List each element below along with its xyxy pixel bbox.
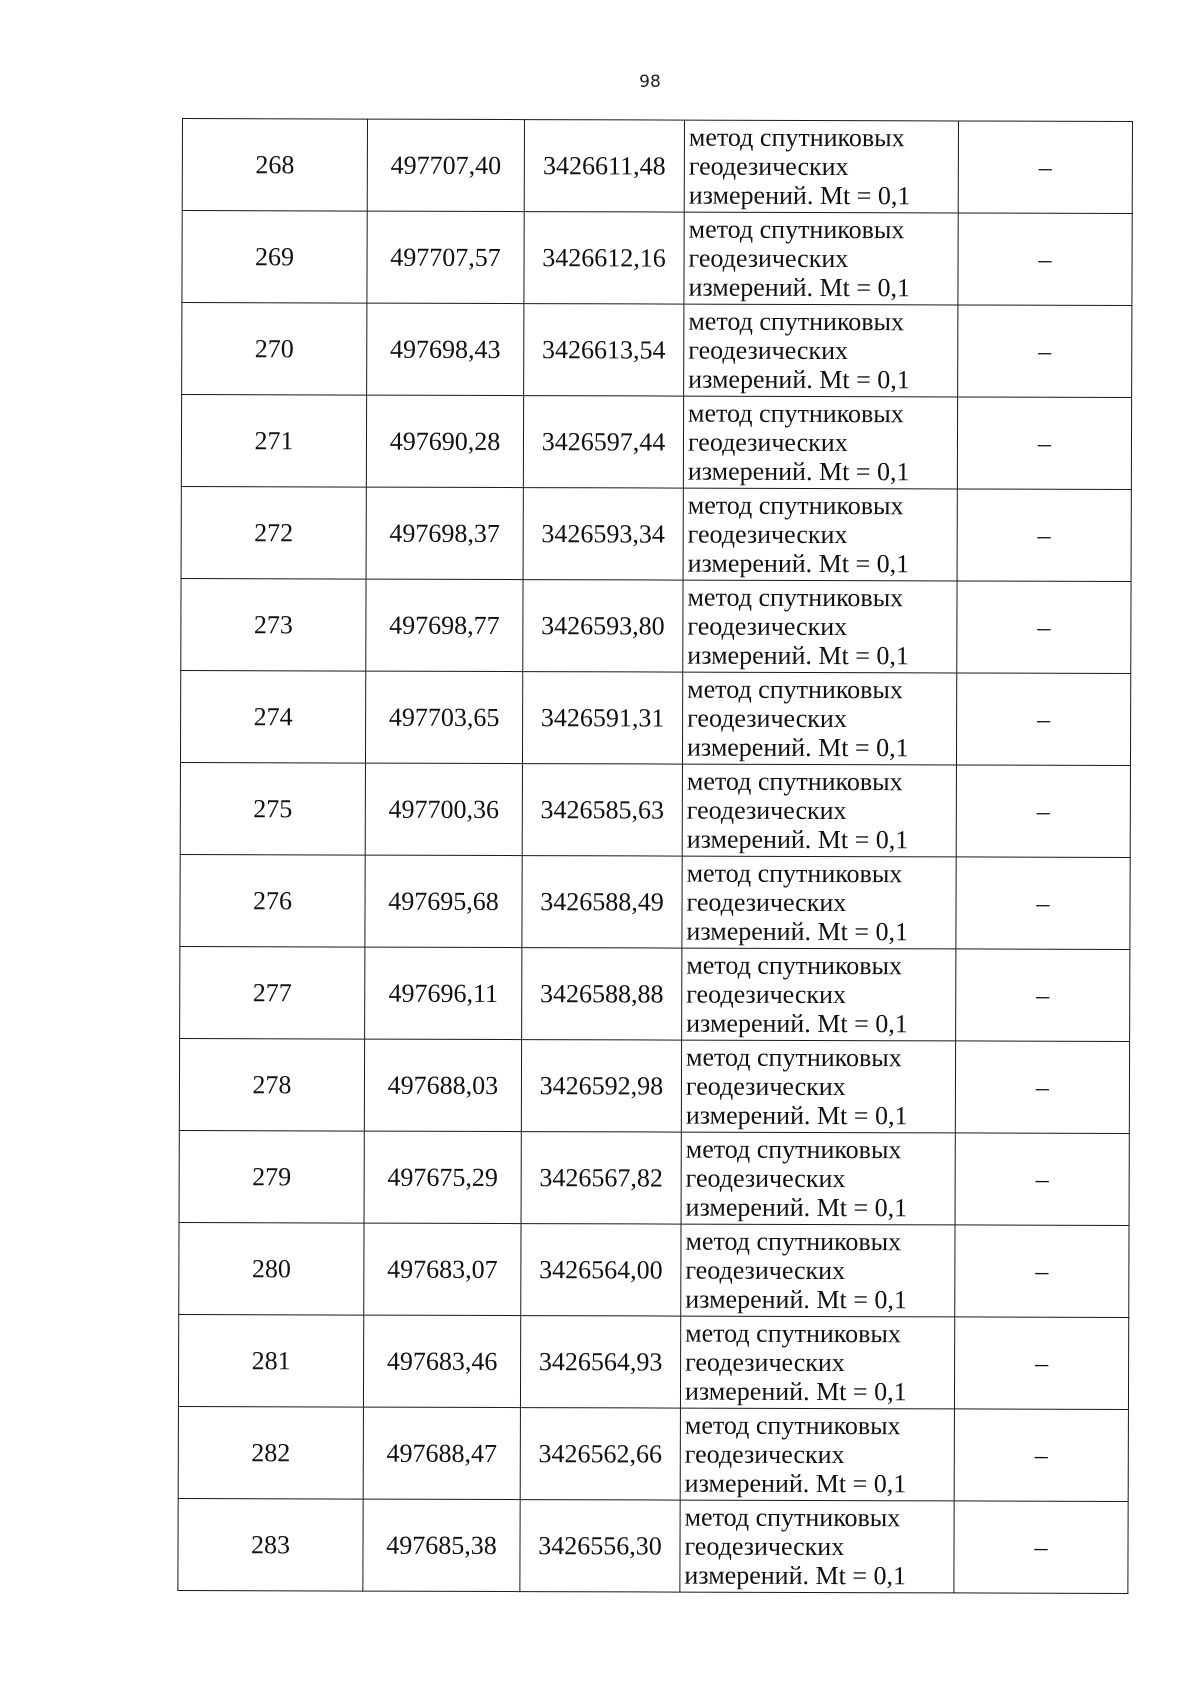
point-number-cell: 282 xyxy=(178,1406,363,1499)
x-coordinate-cell: 497688,03 xyxy=(364,1039,521,1131)
y-coordinate-cell: 3426593,34 xyxy=(523,488,683,581)
point-number-cell: 269 xyxy=(182,211,367,304)
y-coordinate-cell: 3426588,49 xyxy=(522,856,682,949)
x-coordinate-cell: 497685,38 xyxy=(363,1499,520,1591)
x-coordinate-cell: 497683,07 xyxy=(364,1223,521,1315)
method-cell xyxy=(681,1132,955,1225)
y-coordinate-cell: 3426611,48 xyxy=(524,120,684,213)
x-coordinate-cell: 497703,65 xyxy=(365,671,522,763)
y-coordinate-cell: 3426592,98 xyxy=(521,1040,681,1133)
table-row xyxy=(182,303,1132,398)
note-cell: – xyxy=(954,1409,1128,1502)
x-coordinate-cell: 497690,28 xyxy=(366,395,523,487)
method-text-line: геодезических xyxy=(688,243,849,274)
point-number-cell: 272 xyxy=(181,486,366,579)
point-number-cell: 280 xyxy=(179,1222,364,1315)
table-row xyxy=(179,1130,1129,1225)
method-text-line: измерений. Mt = 0,1 xyxy=(684,1560,907,1591)
note-cell: – xyxy=(956,765,1130,858)
method-text-line: геодезических xyxy=(685,1163,846,1194)
method-text-line: измерений. Mt = 0,1 xyxy=(685,1100,908,1131)
y-coordinate-cell: 3426562,66 xyxy=(520,1408,680,1501)
method-text-line: геодезических xyxy=(685,1255,846,1286)
point-number-cell: 281 xyxy=(178,1314,363,1407)
table-row xyxy=(178,1314,1128,1409)
method-cell xyxy=(684,212,958,305)
table-row xyxy=(181,578,1131,673)
y-coordinate-cell: 3426597,44 xyxy=(523,396,683,489)
point-number-cell: 279 xyxy=(179,1130,364,1223)
y-coordinate-cell: 3426585,63 xyxy=(522,764,682,857)
note-cell: – xyxy=(958,305,1132,398)
method-text-line: метод спутниковых xyxy=(688,398,904,429)
method-text-line: измерений. Mt = 0,1 xyxy=(684,1468,907,1499)
coordinates-table xyxy=(177,118,1133,1594)
note-cell: – xyxy=(954,1317,1128,1410)
note-cell: – xyxy=(958,121,1132,214)
method-cell xyxy=(682,948,956,1041)
method-text-line: измерений. Mt = 0,1 xyxy=(688,364,910,395)
method-cell xyxy=(682,764,956,857)
method-cell xyxy=(683,488,957,581)
x-coordinate-cell: 497688,47 xyxy=(363,1407,520,1499)
x-coordinate-cell: 497698,37 xyxy=(366,487,523,579)
method-cell xyxy=(680,1316,954,1409)
method-text-line: геодезических xyxy=(686,795,847,826)
note-cell: – xyxy=(957,581,1131,674)
method-text-line: измерений. Mt = 0,1 xyxy=(686,824,909,855)
point-number-cell: 274 xyxy=(180,670,365,763)
method-text-line: метод спутниковых xyxy=(688,306,905,337)
method-text-line: метод спутниковых xyxy=(686,950,903,981)
method-text-line: измерений. Mt = 0,1 xyxy=(686,1008,908,1039)
table-row xyxy=(179,1038,1129,1133)
method-text-line: геодезических xyxy=(684,1531,845,1562)
method-text-line: геодезических xyxy=(688,335,849,366)
table-row xyxy=(180,946,1130,1041)
method-text-line: метод спутниковых xyxy=(686,858,903,889)
method-cell xyxy=(681,1224,955,1317)
method-text-line: метод спутниковых xyxy=(685,1318,901,1349)
table-row xyxy=(178,1406,1128,1501)
method-text-line: измерений. Mt = 0,1 xyxy=(687,456,910,487)
y-coordinate-cell: 3426564,00 xyxy=(521,1224,681,1317)
method-text-line: метод спутниковых xyxy=(688,214,905,245)
note-cell: – xyxy=(956,673,1130,766)
x-coordinate-cell: 497683,46 xyxy=(363,1315,520,1407)
x-coordinate-cell: 497707,40 xyxy=(367,119,524,211)
point-number-cell: 271 xyxy=(181,395,366,488)
note-cell: – xyxy=(956,949,1130,1042)
y-coordinate-cell: 3426556,30 xyxy=(520,1500,680,1593)
note-cell: – xyxy=(955,1041,1129,1134)
method-cell xyxy=(682,672,956,765)
method-cell xyxy=(683,580,957,673)
table-row xyxy=(180,762,1130,857)
method-text-line: геодезических xyxy=(686,979,847,1010)
note-cell: – xyxy=(954,1501,1128,1594)
method-text-line: метод спутниковых xyxy=(686,1042,902,1073)
method-text-line: геодезических xyxy=(685,1071,846,1102)
method-text-line: измерений. Mt = 0,1 xyxy=(687,548,910,579)
method-text-line: измерений. Mt = 0,1 xyxy=(684,1376,907,1407)
method-text-line: метод спутниковых xyxy=(688,122,905,153)
table-row xyxy=(178,1498,1128,1593)
table-row xyxy=(179,1222,1129,1317)
point-number-cell: 277 xyxy=(180,946,365,1039)
method-text-line: измерений. Mt = 0,1 xyxy=(686,732,909,763)
point-number-cell: 275 xyxy=(180,762,365,855)
y-coordinate-cell: 3426588,88 xyxy=(522,948,682,1041)
x-coordinate-cell: 497698,77 xyxy=(366,579,523,671)
method-cell xyxy=(684,304,958,397)
point-number-cell: 276 xyxy=(180,854,365,947)
method-text-line: геодезических xyxy=(687,703,847,734)
table-row xyxy=(182,211,1132,306)
y-coordinate-cell: 3426593,80 xyxy=(523,580,683,673)
table-row xyxy=(181,486,1131,581)
point-number-cell: 283 xyxy=(178,1498,363,1591)
point-number-cell: 270 xyxy=(182,303,367,396)
method-text-line: метод спутниковых xyxy=(687,490,904,521)
note-cell: – xyxy=(958,213,1132,306)
y-coordinate-cell: 3426564,93 xyxy=(520,1316,680,1409)
table-row xyxy=(180,854,1130,949)
method-text-line: измерений. Mt = 0,1 xyxy=(686,916,909,947)
method-cell xyxy=(681,1040,955,1133)
method-text-line: геодезических xyxy=(687,611,848,642)
table-row xyxy=(182,119,1132,214)
method-text-line: геодезических xyxy=(685,1347,845,1378)
note-cell: – xyxy=(957,397,1131,490)
method-text-line: метод спутниковых xyxy=(685,1226,902,1257)
x-coordinate-cell: 497698,43 xyxy=(367,303,524,395)
x-coordinate-cell: 497675,29 xyxy=(364,1131,521,1223)
method-text-line: геодезических xyxy=(684,1439,845,1470)
method-text-line: метод спутниковых xyxy=(684,1410,901,1441)
point-number-cell: 278 xyxy=(179,1038,364,1131)
method-text-line: измерений. Mt = 0,1 xyxy=(688,180,911,211)
note-cell: – xyxy=(956,857,1130,950)
method-text-line: геодезических xyxy=(686,887,847,918)
method-text-line: измерений. Mt = 0,1 xyxy=(685,1284,907,1315)
y-coordinate-cell: 3426612,16 xyxy=(524,212,684,305)
method-text-line: метод спутниковых xyxy=(684,1502,901,1533)
x-coordinate-cell: 497695,68 xyxy=(365,855,522,947)
note-cell: – xyxy=(955,1133,1129,1226)
y-coordinate-cell: 3426613,54 xyxy=(524,304,684,397)
table-body xyxy=(178,119,1133,1594)
method-text-line: метод спутниковых xyxy=(687,582,904,613)
note-cell: – xyxy=(955,1225,1129,1318)
method-text-line: метод спутниковых xyxy=(687,674,903,705)
method-text-line: геодезических xyxy=(687,427,848,458)
method-text-line: геодезических xyxy=(688,151,849,182)
point-number-cell: 268 xyxy=(182,119,367,212)
table-row xyxy=(181,395,1131,490)
x-coordinate-cell: 497707,57 xyxy=(367,211,524,303)
method-text-line: измерений. Mt = 0,1 xyxy=(688,272,911,303)
x-coordinate-cell: 497700,36 xyxy=(365,763,522,855)
method-text-line: измерений. Mt = 0,1 xyxy=(687,640,909,671)
point-number-cell: 273 xyxy=(181,578,366,671)
method-cell xyxy=(684,120,958,213)
page-number: 98 xyxy=(639,72,661,92)
method-text-line: метод спутниковых xyxy=(686,766,903,797)
method-cell xyxy=(683,396,957,489)
x-coordinate-cell: 497696,11 xyxy=(365,947,522,1039)
method-cell xyxy=(682,856,956,949)
method-text-line: метод спутниковых xyxy=(685,1134,902,1165)
table-row xyxy=(180,670,1130,765)
y-coordinate-cell: 3426591,31 xyxy=(522,672,682,765)
method-text-line: геодезических xyxy=(687,519,848,550)
note-cell: – xyxy=(957,489,1131,582)
method-cell xyxy=(680,1500,954,1593)
y-coordinate-cell: 3426567,82 xyxy=(521,1132,681,1225)
method-cell xyxy=(680,1408,954,1501)
method-text-line: измерений. Mt = 0,1 xyxy=(685,1192,908,1223)
